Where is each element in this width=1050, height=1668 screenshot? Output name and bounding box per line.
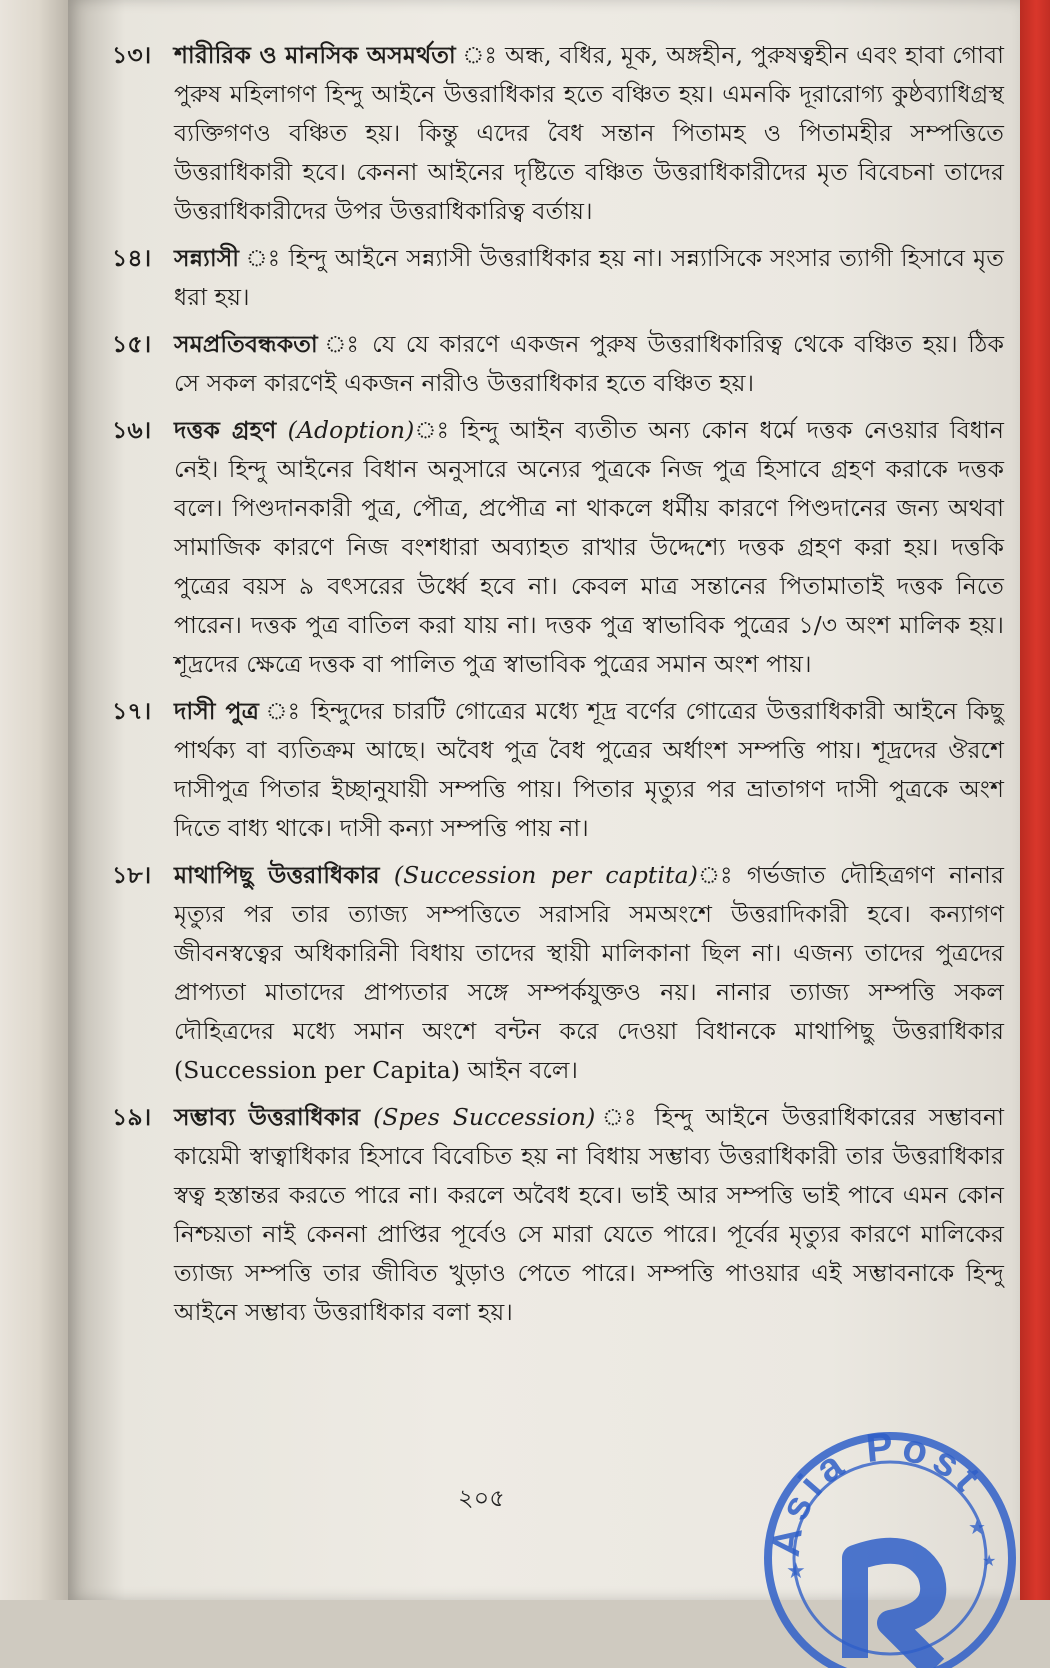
section-heading: সমপ্রতিবন্ধকতা — [174, 330, 318, 358]
section-heading-english: (Succession per captita) — [379, 861, 698, 889]
asia-post-stamp — [760, 1408, 1020, 1668]
section-14 — [112, 239, 1004, 317]
book-page — [68, 0, 1020, 1600]
section-text: ঃ যে যে কারণে একজন পুরুষ উত্তরাধিকারিত্ব থেকে বঞ্চিত হয়। ঠিক সে সকল কারণেই একজন নারীও উত্তরাধিকার হতে বঞ্চিত হয়। — [174, 330, 1004, 397]
section-heading: মাথাপিছু উত্তরাধিকার — [174, 861, 380, 889]
section-number: ১৯। — [112, 1103, 152, 1131]
book-left-edge — [0, 0, 70, 1600]
section-17 — [112, 692, 1004, 848]
svg-text:★: ★ — [968, 1515, 986, 1539]
section-13 — [112, 36, 1004, 231]
book-cover-edge — [1016, 0, 1050, 1600]
section-text: ঃ হিন্দু আইনে সন্ন্যাসী উত্তরাধিকার হয় না। সন্ন্যাসিকে সংসার ত্যাগী হিসাবে মৃত ধরা হয়। — [174, 244, 1004, 311]
section-text: ঃ অন্ধ, বধির, মূক, অঙ্গহীন, পুরুষত্বহীন এবং হাবা গোবা পুরুষ মহিলাগণ হিন্দু আইনে উত্তরাধিকার হতে বঞ্চিত হয়। এমনকি দূরারোগ্য কুষ্ঠব্যাধিগ্রস্থ ব্যক্তিগণও বঞ্চিত হয়। কিন্তু এদের বৈধ সন্তান পিতামহ ও পিতামহীর সম্পত্তিতে উত্তরাধিকারী হবে। কেননা আইনের দৃষ্টিতে বঞ্চিত উত্তরাধিকারীদের মৃত বিবেচনা তাদের উত্তরাধিকারীদের উপর উত্তরাধিকারিত্ব বর্তায়। — [174, 41, 1004, 225]
section-19 — [112, 1098, 1004, 1332]
section-text: ঃ হিন্দু আইনে উত্তরাধিকারের সম্ভাবনা কায়েমী স্বাত্বাধিকার হিসাবে বিবেচিত হয় না বিধায় সম্ভাব্য উত্তরাধিকারী তার উত্তরাধিকার স্বত্ব হস্তান্তর করতে পারে না। করলে অবৈধ হবে। ভাই আর সম্পত্তি ভাই পাবে এমন কোন নিশ্চয়তা নাই কেননা প্রাপ্তির পূর্বেও সে মারা যেতে পারে। পূর্বের মৃত্যুর কারণে মালিকের ত্যাজ্য সম্পত্তি তার জীবিত খুড়াও পেতে পারে। সম্পত্তি পাওয়ার এই সম্ভাবনাকে হিন্দু আইনে সম্ভাব্য উত্তরাধিকার বলা হয়। — [174, 1103, 1004, 1326]
svg-text:★: ★ — [982, 1551, 997, 1570]
page-body — [112, 36, 1004, 1340]
section-number: ১৭। — [112, 697, 152, 725]
section-text: ঃ গর্ভজাত দৌহিত্রগণ নানার মৃত্যুর পর তার ত্যাজ্য সম্পত্তিতে সরাসরি সমঅংশে উত্তরাদিকারী হবে। কন্যাগণ জীবনস্বত্বের অধিকারিনী বিধায় তাদের স্থায়ী মালিকানা ছিল না। এজন্য তাদের পুত্রদের প্রাপ্যতা মাতাদের প্রাপ্যতার সঙ্গে সম্পর্কযুক্তও নয়। নানার ত্যাজ্য সম্পত্তি সকল দৌহিত্রদের মধ্যে সমান অংশে বন্টন করে দেওয়া বিধানকে মাথাপিছু উত্তরাধিকার (Succession per Capita) আইন বলে। — [174, 861, 1004, 1084]
section-16 — [112, 411, 1004, 684]
section-15 — [112, 325, 1004, 403]
section-number: ১৩। — [112, 41, 152, 69]
section-18 — [112, 856, 1004, 1090]
section-number: ১৪। — [112, 244, 152, 272]
stamp-text: Asia Post — [763, 1424, 993, 1560]
section-heading: শারীরিক ও মানসিক অসমর্থতা — [174, 41, 456, 69]
section-number: ১৮। — [112, 861, 152, 889]
section-heading: সম্ভাব্য উত্তরাধিকার — [174, 1103, 361, 1131]
section-heading: সন্ন্যাসী — [174, 244, 240, 272]
section-number: ১৫। — [112, 330, 152, 358]
section-heading: দাসী পুত্র — [174, 697, 259, 725]
section-heading-english: (Adoption) — [276, 416, 415, 444]
page-number: ২০৫ — [458, 1484, 505, 1512]
section-text: ঃ হিন্দু আইন ব্যতীত অন্য কোন ধর্মে দত্তক নেওয়ার বিধান নেই। হিন্দু আইনের বিধান অনুসারে অন্যের পুত্রকে নিজ পুত্র হিসাবে গ্রহণ করাকে দত্তক বলে। পিণ্ডদানকারী পুত্র, পৌত্র, প্রপৌত্র না থাকলে ধর্মীয় কারণে পিণ্ডদানের জন্য অথবা সামাজিক কারণে নিজ বংশধারা অব্যাহত রাখার উদ্দেশ্যে দত্তক গ্রহণ করা হয়। দত্তকি পুত্রের বয়স ৯ বৎসরের উর্ধ্বে হবে না। কেবল মাত্র সন্তানের পিতামাতাই দত্তক নিতে পারেন। দত্তক পুত্র বাতিল করা যায় না। দত্তক পুত্র স্বাভাবিক পুত্রের ১/৩ অংশ মালিক হয়। শূদ্রদের ক্ষেত্রে দত্তক বা পালিত পুত্র স্বাভাবিক পুত্রের সমান অংশ পায়। — [174, 416, 1005, 678]
section-heading: দত্তক গ্রহণ — [174, 416, 277, 444]
svg-text:★: ★ — [786, 1559, 806, 1584]
section-heading-english: (Spes Succession) — [360, 1103, 596, 1131]
section-number: ১৬। — [112, 416, 152, 444]
section-text: ঃ হিন্দুদের চারটি গোত্রের মধ্যে শূদ্র বর্ণের গোত্রের উত্তরাধিকারী আইনে কিছু পার্থক্য বা ব্যতিক্রম আছে। অবৈধ পুত্র বৈধ পুত্রের অর্ধাংশ সম্পত্তি পায়। শূদ্রদের ঔরশে দাসীপুত্র পিতার ইচ্ছানুযায়ী সম্পত্তি পায়। পিতার মৃত্যুর পর ভ্রাতাগণ দাসী পুত্রকে অংশ দিতে বাধ্য থাকে। দাসী কন্যা সম্পত্তি পায় না। — [174, 697, 1004, 842]
